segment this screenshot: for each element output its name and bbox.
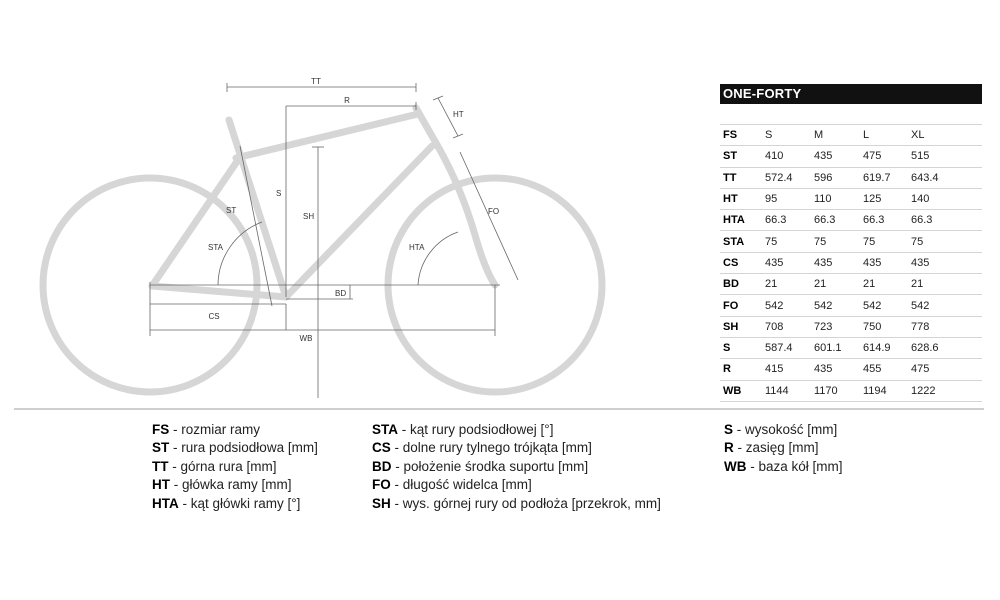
table-cell: 95 — [765, 188, 814, 209]
table-row — [720, 337, 982, 358]
table-cell: 542 — [814, 295, 863, 316]
legend-desc: - baza kół [mm] — [746, 458, 843, 474]
legend-column-1 — [152, 421, 318, 513]
table-cell: 75 — [814, 231, 863, 252]
legend-desc: - rura podsiodłowa [mm] — [169, 440, 318, 456]
header-size: M — [814, 125, 863, 146]
table-cell: 778 — [911, 316, 982, 337]
label-fo: FO — [488, 207, 500, 216]
table-cell: 542 — [863, 295, 911, 316]
table-cell: 708 — [765, 316, 814, 337]
table-cell: 455 — [863, 359, 911, 380]
geometry-table-grid — [720, 124, 982, 402]
legend-item — [152, 458, 318, 476]
table-cell: 587.4 — [765, 337, 814, 358]
table-cell: 415 — [765, 359, 814, 380]
table-cell: 435 — [814, 252, 863, 273]
table-header-row — [720, 125, 982, 146]
table-cell: 75 — [765, 231, 814, 252]
table-cell: 21 — [863, 274, 911, 295]
table-cell: 140 — [911, 188, 982, 209]
table-cell: 66.3 — [911, 210, 982, 231]
table-cell: 110 — [814, 188, 863, 209]
table-row — [720, 188, 982, 209]
legend-desc: - dolne rury tylnego trójkąta [mm] — [390, 440, 592, 456]
header-size: XL — [911, 125, 982, 146]
table-cell: 435 — [765, 252, 814, 273]
legend-abbr: S — [724, 422, 734, 437]
header-label: FS — [720, 125, 765, 146]
table-cell: 614.9 — [863, 337, 911, 358]
legend-abbr: FO — [372, 477, 391, 493]
row-label: BD — [720, 274, 765, 295]
header-size: L — [863, 125, 911, 146]
table-cell: 628.6 — [911, 337, 982, 358]
row-label: STA — [720, 231, 765, 252]
table-cell: 66.3 — [765, 210, 814, 231]
table-title: ONE-FORTY — [720, 84, 982, 104]
table-cell: 619.7 — [863, 167, 911, 188]
legend-desc: - wys. górnej rury od podłoża [przekrok, mm] — [390, 495, 661, 511]
section-divider — [14, 408, 984, 410]
table-cell: 21 — [911, 274, 982, 295]
label-wb: WB — [299, 334, 313, 343]
label-sta: STA — [208, 243, 223, 252]
legend-abbr: SH — [372, 495, 391, 511]
label-tt: TT — [311, 77, 321, 86]
label-bd: BD — [335, 289, 347, 298]
legend-item — [152, 476, 318, 494]
table-row — [720, 210, 982, 231]
legend-abbr: BD — [372, 458, 392, 474]
legend-desc: - górna rura [mm] — [168, 458, 277, 474]
table-cell: 435 — [863, 252, 911, 273]
legend-desc: - rozmiar ramy — [169, 422, 261, 437]
legend-item — [724, 421, 843, 439]
table-row — [720, 380, 982, 401]
bike-frame — [152, 108, 495, 297]
legend-abbr: WB — [724, 458, 747, 474]
table-cell: 723 — [814, 316, 863, 337]
legend-item — [372, 495, 661, 513]
legend-abbr: CS — [372, 440, 391, 456]
legend-desc: - główka ramy [mm] — [170, 477, 292, 493]
legend-column-2 — [372, 421, 661, 513]
table-cell: 435 — [814, 146, 863, 167]
legend-desc: - wysokość [mm] — [733, 422, 838, 437]
row-label: SH — [720, 316, 765, 337]
legend-abbr: HT — [152, 477, 170, 493]
row-label: WB — [720, 380, 765, 401]
table-cell: 66.3 — [814, 210, 863, 231]
table-cell: 75 — [911, 231, 982, 252]
table-row — [720, 316, 982, 337]
label-hta: HTA — [409, 243, 425, 252]
table-cell: 21 — [814, 274, 863, 295]
table-cell: 1170 — [814, 380, 863, 401]
legend-abbr: HTA — [152, 495, 179, 511]
legend-item — [372, 458, 661, 476]
row-label: TT — [720, 167, 765, 188]
legend-item — [372, 439, 661, 457]
legend-desc: - kąt główki ramy [°] — [178, 495, 301, 511]
legend-item — [152, 495, 318, 513]
label-cs: CS — [208, 312, 220, 321]
legend-item — [372, 476, 661, 494]
legend-item — [724, 458, 843, 476]
legend-desc: - zasięg [mm] — [733, 440, 819, 456]
header-size: S — [765, 125, 814, 146]
row-label: CS — [720, 252, 765, 273]
legend-desc: - kąt rury podsiodłowej [°] — [398, 422, 554, 437]
table-row — [720, 295, 982, 316]
table-row — [720, 167, 982, 188]
row-label: ST — [720, 146, 765, 167]
table-row — [720, 146, 982, 167]
label-sh: SH — [303, 212, 315, 221]
table-cell: 750 — [863, 316, 911, 337]
row-label: S — [720, 337, 765, 358]
table-cell: 475 — [863, 146, 911, 167]
legend-item — [152, 439, 318, 457]
table-cell: 643.4 — [911, 167, 982, 188]
legend-item — [724, 439, 843, 457]
table-cell: 1144 — [765, 380, 814, 401]
table-row — [720, 359, 982, 380]
label-st: ST — [226, 206, 237, 215]
table-cell: 515 — [911, 146, 982, 167]
table-cell: 410 — [765, 146, 814, 167]
legend-column-3 — [724, 421, 843, 476]
legend-abbr: STA — [372, 422, 398, 437]
table-cell: 21 — [765, 274, 814, 295]
label-ht: HT — [453, 110, 464, 119]
legend-desc: - długość widelca [mm] — [390, 477, 532, 493]
legend-abbr: ST — [152, 440, 170, 456]
label-r: R — [344, 96, 350, 105]
table-row — [720, 252, 982, 273]
row-label: HT — [720, 188, 765, 209]
table-cell: 475 — [911, 359, 982, 380]
row-label: R — [720, 359, 765, 380]
table-cell: 75 — [863, 231, 911, 252]
table-cell: 66.3 — [863, 210, 911, 231]
table-cell: 435 — [814, 359, 863, 380]
legend-item — [372, 421, 661, 439]
table-row — [720, 231, 982, 252]
row-label: FO — [720, 295, 765, 316]
table-cell: 435 — [911, 252, 982, 273]
table-cell: 542 — [911, 295, 982, 316]
legend-desc: - położenie środka suportu [mm] — [391, 458, 589, 474]
table-cell: 542 — [765, 295, 814, 316]
table-cell: 125 — [863, 188, 911, 209]
label-s: S — [276, 189, 282, 198]
table-cell: 572.4 — [765, 167, 814, 188]
table-row — [720, 274, 982, 295]
legend-abbr: FS — [152, 422, 170, 437]
row-label: HTA — [720, 210, 765, 231]
dimension-lines — [150, 83, 518, 398]
table-cell: 1222 — [911, 380, 982, 401]
legend-abbr: TT — [152, 458, 169, 474]
geometry-table — [720, 84, 982, 402]
legend-abbr: R — [724, 440, 734, 456]
table-cell: 596 — [814, 167, 863, 188]
table-cell: 1194 — [863, 380, 911, 401]
legend-item — [152, 421, 318, 439]
table-cell: 601.1 — [814, 337, 863, 358]
